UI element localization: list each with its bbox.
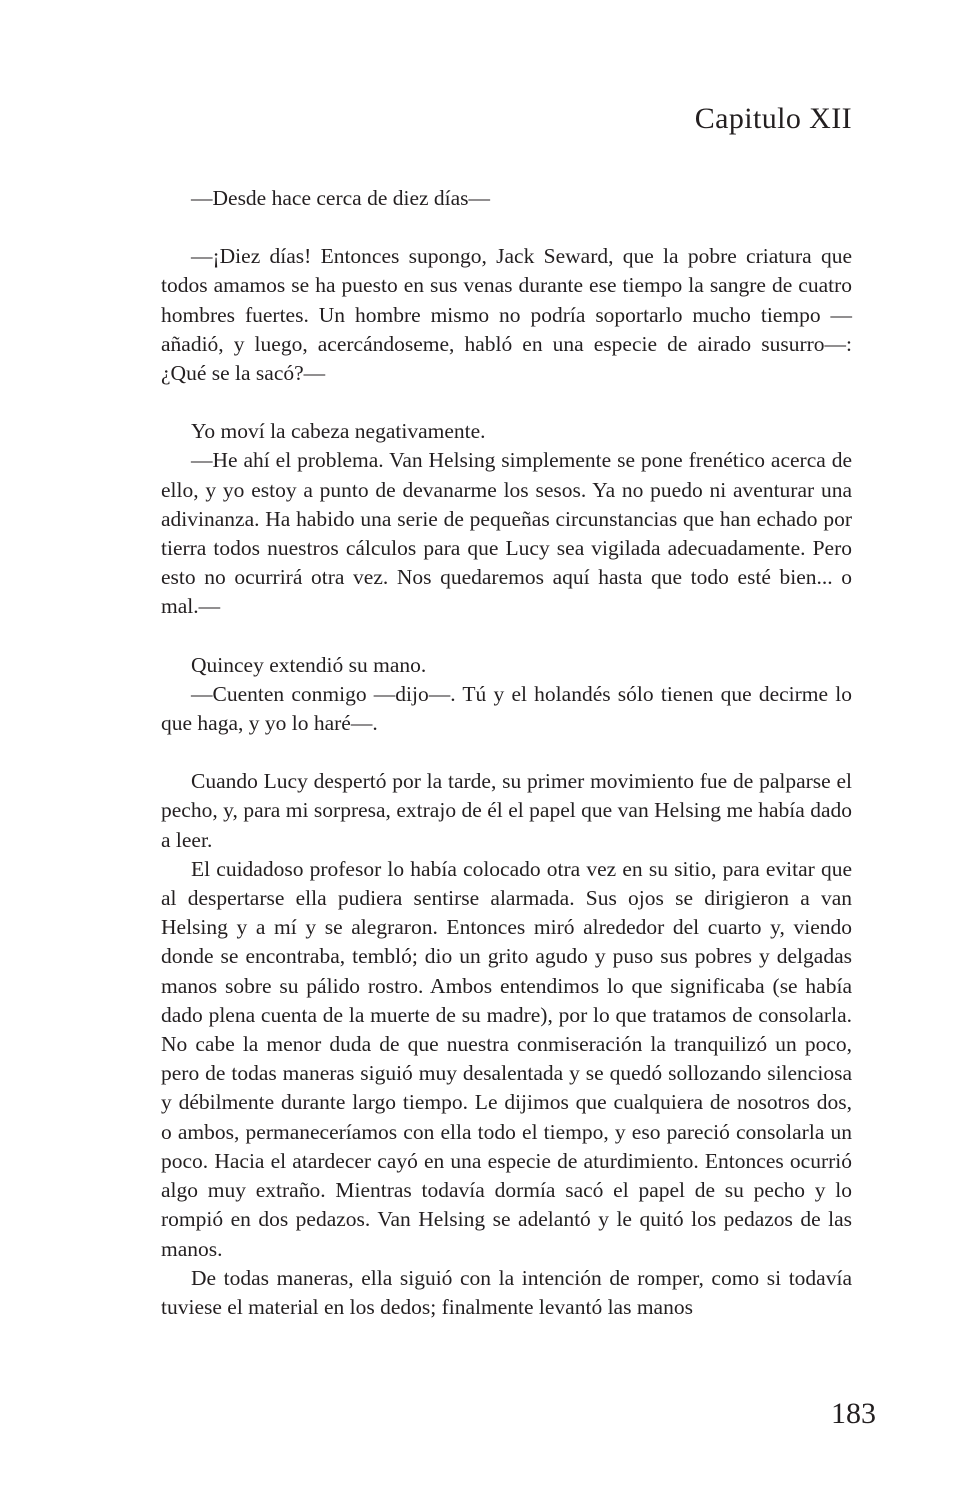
paragraph: El cuidadoso profesor lo había colocado otra vez en su sitio, para evitar que al despertarse ella pudiera sentirse alarmada. Sus ojos se dirigieron a van Helsing y a mí y se alegraron. Entonces miró alrededor del cuarto y, viendo donde se encontraba, tembló; dio un grito agudo y puso sus pobres y delgadas manos sobre su pálido rostro. Ambos entendimos lo que significaba (se había dado plena cuenta de la muerte de su madre), por lo que tratamos de consolarla. No cabe la menor duda de que nuestra conmiseración la tranquilizó un poco, pero de todas maneras siguió muy desalentada y se quedó sollozando silenciosa y débilmente durante largo tiempo. Le dijimos que cualquiera de nosotros dos, o ambos, permaneceríamos con ella todo el tiempo, y eso pareció consolarla un poco. Hacia el atardecer cayó en una especie de aturdimiento. Entonces ocurrió algo muy extraño. Mientras todavía dormía sacó el papel de su pecho y lo rompió en dos pedazos. Van Helsing se adelantó y le quitó los pedazos de las manos. bbox=[161, 856, 852, 1261]
paragraph: —He ahí el problema. Van Helsing simplemente se pone frenético acerca de ello, y yo estoy a punto de devanarme los sesos. Ya no puedo ni aventurar una adivinanza. Ha habido una serie de pequeñas circunstancias que han echado por tierra todos nuestros cálculos para que Lucy sea vigilada adecuadamente. Pero esto no ocurrirá otra vez. Nos quedaremos aquí hasta que todo esté bien... o mal.— bbox=[161, 448, 852, 619]
body-text bbox=[161, 184, 852, 1322]
paragraph: Quincey extendió su mano. bbox=[191, 652, 427, 677]
paragraph: —Cuenten conmigo —dijo—. Tú y el holandés sólo tienen que decirme lo que haga, y yo lo haré—. bbox=[161, 681, 852, 736]
page-number: 183 bbox=[831, 1397, 876, 1430]
chapter-title: Capitulo XII bbox=[694, 102, 852, 135]
paragraph: —Desde hace cerca de diez días— bbox=[191, 186, 491, 210]
paragraph: De todas maneras, ella siguió con la intención de romper, como si todavía tuviese el material en los dedos; finalmente levantó las manos bbox=[161, 1265, 852, 1319]
paragraph: —¡Diez días! Entonces supongo, Jack Seward, que la pobre criatura que todos amamos se ha puesto en sus venas durante ese tiempo la sangre de cuatro hombres fuertes. Un hombre mismo no podría soportarlo mucho tiempo — añadió, y luego, acercándoseme, habló en una especie de airado susurro—: ¿Qué se la sacó?— bbox=[161, 244, 852, 386]
paragraph: Cuando Lucy despertó por la tarde, su primer movimiento fue de palparse el pecho, y, para mi sorpresa, extrajo de él el papel que van Helsing me había dado a leer. bbox=[161, 769, 852, 852]
paragraph: Yo moví la cabeza negativamente. bbox=[191, 419, 486, 444]
